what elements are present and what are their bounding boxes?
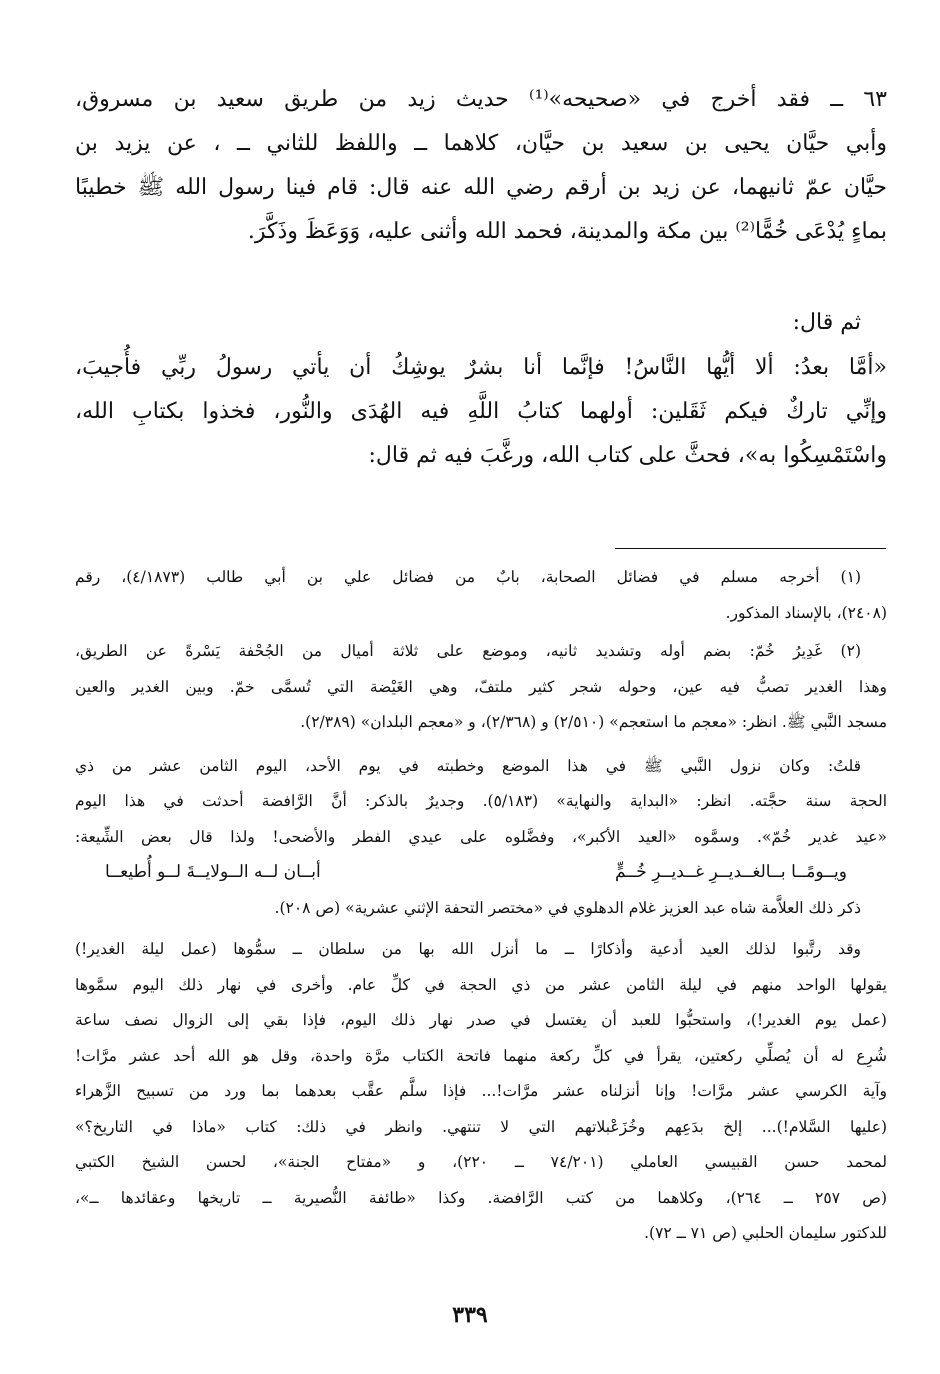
text-line: واسْتَمْسِكُوا به»، فحثَّ على كتاب الله، ورغَّبَ فيه ثم قال:: [368, 443, 887, 468]
footnote-separator: [615, 548, 886, 549]
footnote-line: يقولها الواحد منهم في ليلة الثامن عشر من ذي الحجة في كلِّ عام. وأخرى في نهار ذلك اليوم سمَّوها: [75, 975, 887, 994]
verse-first-hemistich: ويــومًــا بــالغــديــرِ غــديــرِ خُــمٍّ: [615, 862, 847, 882]
footnote-line: وآية الكرسي عشر مرَّات! وإنا أنزلناه عشر مرَّات!... فإذا سلَّم عقَّب بعدهما بما ورد من تسبيح الزَّهراء: [75, 1082, 887, 1100]
footnote-line: مسجد النَّبي ﷺ. انظر: «معجم ما استعجم» (٢/٥١٠) و (٢/٣٦٨)، و «معجم البلدان» (٢/٣٨٩).: [300, 713, 887, 731]
footnote-line: وهذا الغدير تصبُّ فيه عين، وحوله شجر كثير ملتفّ، وهي الغَيْضة التي تُسمَّى خمّ. وبين الغدير والعين: [75, 677, 887, 696]
footnote-line: «عيد غدير خُمّ». وسمَّوه «العيد الأكبر»، وفضَّلوه على عيدي الفطر والأضحى! ولذا قال بعض الشِّيعة:: [75, 827, 887, 846]
footnote-line: قلتُ: وكان نزول النَّبي ﷺ في هذا الموضع وخطبته في يوم الأحد، اليوم الثامن عشر من ذي: [75, 756, 861, 775]
footnote-line: (٢) غَدِيرُ خُمّ: بضم أوله وتشديد ثانيه، وموضع على ثلاثة أميال من الجُحْفة يَسْرةً عن الطريق،: [75, 642, 861, 660]
poetry-verse: [75, 855, 887, 891]
verse-second-hemistich: أبــان لــه الــولايــةَ لــو أُطيعــا: [105, 862, 321, 882]
footnote-line: ذكر ذلك العلاَّمة شاه عبد العزيز غلام الدهلوي في «مختصر التحفة الإثني عشرية» (ص ٢٠٨).: [274, 898, 861, 917]
footnote-line: للدكتور سليمان الحلبي (ص ٧١ ــ ٧٢).: [644, 1224, 887, 1242]
footnote-line: (عمل يوم الغدير!)، واستحبُّوا للعبد أن يغتسل في صدر نهار ذلك اليوم، فإذا بقي إلى الزوال نصف ساعة: [75, 1011, 887, 1029]
footnote-line: وقد رتَّبوا لذلك العيد أدعية وأذكارًا ــ ما أنزل الله بها من سلطان ــ سمُّوها (عمل ليلة الغدير!): [75, 940, 861, 958]
footnote-line: (٢٤٠٨)، بالإسناد المذكور.: [725, 603, 887, 622]
text-line: بماءٍ يُدْعَى خُمًّا⁽²⁾ بين مكة والمدينة، فحمد الله وأثنى عليه، وَوَعَظَ وذَكَّرَ.: [247, 219, 887, 244]
text-line: حيَّان عمّ ثانيهما، عن زيد بن أرقم رضي الله عنه قال: قام فينا رسول الله ﷺ خطيبًا: [75, 175, 887, 200]
footnote-line: (ص ٢٥٧ ــ ٢٦٤)، وكلاهما من كتب الرَّافضة. وكذا «طائفة النُّصيرية ــ تاريخها وعقائدها ــ»،: [75, 1188, 887, 1207]
then-said-line: [75, 301, 887, 345]
footnote-line: الحجة سنة حجَّته. انظر: «البداية والنهاية» (٥/١٨٣). وجديرٌ بالذكر: أنَّ الرَّافضة أحدثت في هذا اليوم: [75, 792, 888, 810]
footnote-line: (عليها السَّلام!)... إلخ بدَعِهم وخُزَعْبلاتهم التي لا تنتهي. وانظر في ذلك: كتاب «ماذا في التاريخ؟»: [75, 1117, 887, 1136]
text-line: ثم قال:: [792, 310, 861, 335]
text-line: «أمَّا بعدُ: ألا أيُّها النَّاسُ! فإنَّما أنا بشرٌ يوشِكُ أن يأتي رسولُ ربِّي فأُجيبَ،: [75, 355, 887, 380]
text-line: وأبي حيَّان يحيى بن سعيد بن حيَّان، كلاهما ــ واللفظ للثاني ــ ، عن يزيد بن: [75, 131, 887, 156]
text-line: وإنِّي تاركٌ فيكم ثَقَلين: أولهما كتابُ اللَّهِ فيه الهُدَى والنُّور، فخذوا بكتابِ الله،: [75, 399, 887, 424]
hadith-quote: [75, 346, 887, 478]
text-line: ٦٣ ــ فقد أخرج في «صحيحه»⁽¹⁾ حديث زيد من طريق سعيد بن مسروق،: [75, 87, 887, 112]
footnotes: [75, 560, 887, 1252]
footnote-line: شُرِع له أن يُصلِّي ركعتين، يقرأ في كلِّ ركعة منهما فاتحة الكتاب مرَّة واحدة، وقل هو الله أحد عشر مرَّات!: [75, 1046, 887, 1065]
footnote-line: لمحمد حسن القبيسي العاملي (٧٤/٢٠١ ــ ٢٢٠)، و «مفتاح الجنة»، لحسن الشيخ الكتبي: [75, 1153, 888, 1171]
page-number: ٣٣٩: [452, 1302, 488, 1328]
main-paragraph-63: [75, 78, 887, 254]
footnote-line: (١) أخرجه مسلم في فضائل الصحابة، بابٌ من فضائل علي بن أبي طالب (٤/١٨٧٣)، رقم: [75, 568, 861, 586]
